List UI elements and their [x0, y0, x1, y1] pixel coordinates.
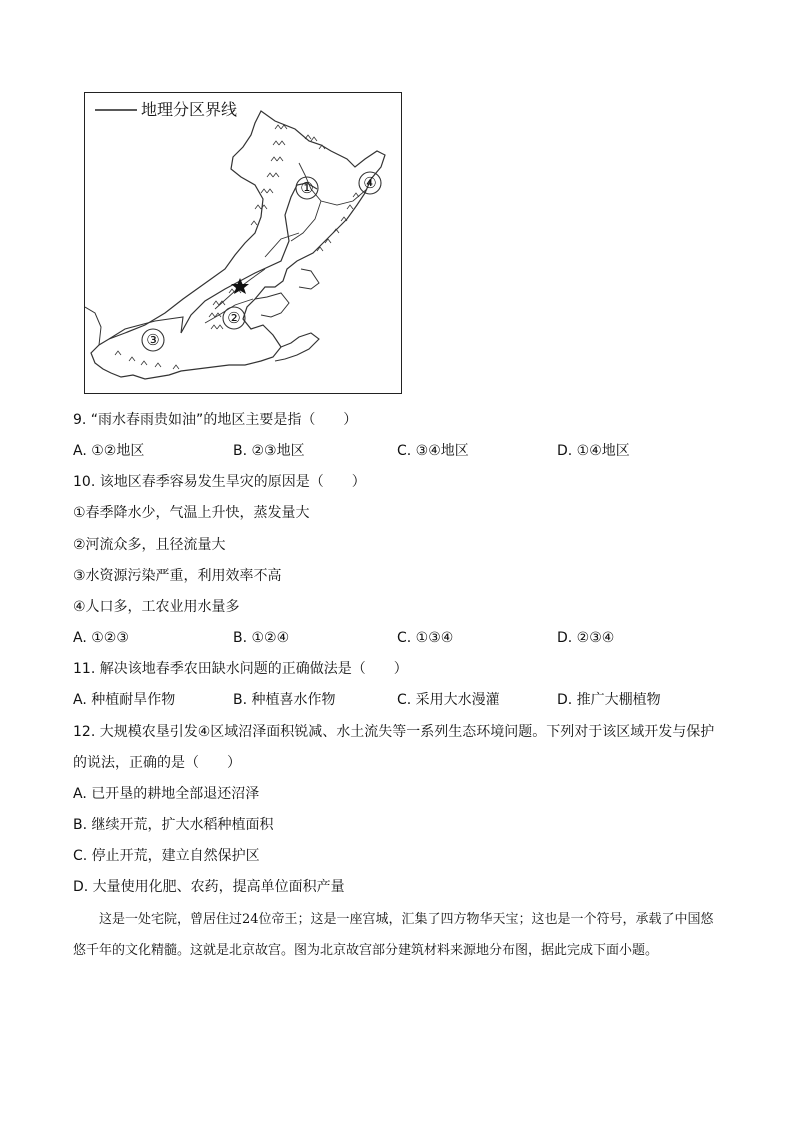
- question-12-option-c: C. 停止开荒，建立自然保护区: [73, 848, 260, 864]
- question-10-statement-4: ④人口多，工农业用水量多: [73, 599, 240, 615]
- map-legend-label: 地理分区界线: [141, 100, 238, 119]
- question-11-option-c: C. 采用大水漫灌: [397, 692, 500, 708]
- question-10-option-d: D. ②③④: [557, 630, 615, 646]
- map-figure: [84, 92, 402, 394]
- region-label-4: ④: [363, 174, 377, 192]
- question-12-option-a: A. 已开垦的耕地全部退还沼泽: [73, 786, 260, 802]
- question-11-stem: 11. 解决该地春季农田缺水问题的正确做法是（ ）: [73, 661, 408, 677]
- question-12-stem-line-2: 的说法，正确的是（ ）: [73, 755, 241, 771]
- question-9-option-d: D. ①④地区: [557, 443, 630, 459]
- question-9-option-c: C. ③④地区: [397, 443, 469, 459]
- reading-passage: [73, 904, 723, 966]
- question-11-option-d: D. 推广大棚植物: [557, 692, 661, 708]
- question-10-option-c: C. ①③④: [397, 630, 454, 646]
- region-label-2: ②: [227, 309, 241, 327]
- question-12-option-d: D. 大量使用化肥、农药，提高单位面积产量: [73, 879, 345, 895]
- question-9-stem: 9. “雨水春雨贵如油”的地区主要是指（ ）: [73, 412, 358, 428]
- map-drawing: [85, 93, 402, 394]
- question-11-option-b: B. 种植喜水作物: [233, 692, 336, 708]
- question-10-statement-2: ②河流众多，且径流量大: [73, 537, 226, 553]
- question-10-statement-3: ③水资源污染严重，利用效率不高: [73, 568, 282, 584]
- question-11-option-a: A. 种植耐旱作物: [73, 692, 176, 708]
- question-12-stem-line-1: 12. 大规模农垦引发④区域沼泽面积锐减、水土流失等一系列生态环境问题。下列对于该区域开发与保护: [73, 724, 715, 740]
- region-label-3: ③: [146, 331, 160, 349]
- question-9-option-a: A. ①②地区: [73, 443, 145, 459]
- question-10-stem: 10. 该地区春季容易发生旱灾的原因是（ ）: [73, 474, 366, 490]
- region-label-1: ①: [300, 179, 314, 197]
- question-12-option-b: B. 继续开荒，扩大水稻种植面积: [73, 817, 274, 833]
- question-10-option-a: A. ①②③: [73, 630, 129, 646]
- question-10-statement-1: ①春季降水少，气温上升快，蒸发量大: [73, 505, 310, 521]
- region-outline: [91, 111, 385, 379]
- question-9-option-b: B. ②③地区: [233, 443, 305, 459]
- reading-passage-text: 这是一处宅院，曾居住过24位帝王；这是一座宫城，汇集了四方物华天宝；这也是一个符号，承载了中国悠悠千年的文化精髓。这就是北京故宫。图为北京故宫部分建筑材料来源地分布图，据此完成下面小题。: [73, 912, 714, 958]
- question-10-option-b: B. ①②④: [233, 630, 290, 646]
